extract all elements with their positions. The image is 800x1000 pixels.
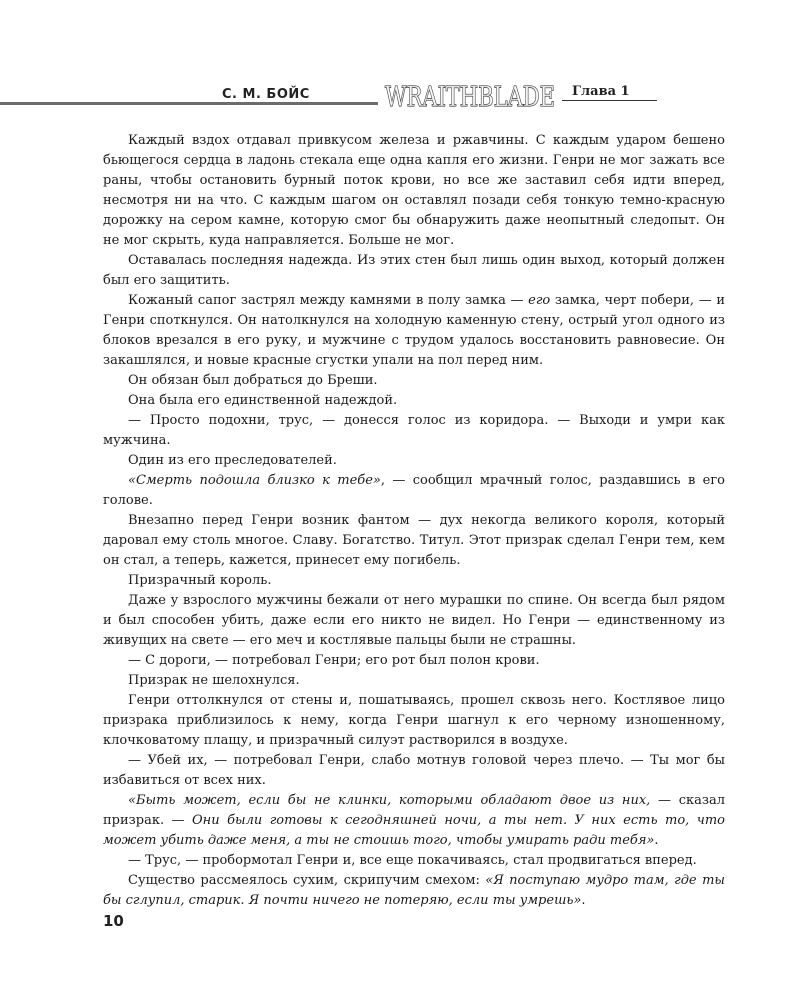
wraithblade-logo-text: WRAITHBLADE bbox=[385, 82, 555, 113]
paragraph bbox=[103, 371, 725, 391]
svg-text:WRAITHBLADE: WRAITHBLADE bbox=[385, 82, 555, 113]
text-run: Существо рассмеялось сухим, скрипучим смехом: bbox=[128, 873, 486, 888]
text-run: — С дороги, — потребовал Генри; его рот был полон крови. bbox=[128, 653, 540, 668]
italic-text: «Смерть подошла близко к тебе» bbox=[128, 473, 381, 488]
paragraph bbox=[103, 451, 725, 471]
text-run: . bbox=[581, 893, 586, 908]
paragraph bbox=[103, 651, 725, 671]
paragraph bbox=[103, 851, 725, 871]
paragraph bbox=[103, 671, 725, 691]
body-text bbox=[103, 131, 725, 911]
text-run: — сказал призрак. — bbox=[103, 793, 725, 828]
paragraph bbox=[103, 871, 725, 911]
italic-text: «Я поступаю мудро там, где ты бы сглупил, старик. Я почти ничего не потеряю, если ты умрешь» bbox=[103, 873, 725, 908]
paragraph bbox=[103, 251, 725, 291]
italic-text: его bbox=[528, 293, 551, 308]
text-run: Внезапно перед Генри возник фантом — дух некогда великого короля, который даровал ему столь многое. Славу. Богатство. Титул. Этот призрак сделал Генри тем, кем он стал, а теперь, кажется, принесет ему погибель. bbox=[103, 513, 725, 568]
text-run: Кожаный сапог застрял между камнями в полу замка — bbox=[128, 293, 529, 308]
paragraph bbox=[103, 691, 725, 751]
text-run: Оставалась последняя надежда. Из этих стен был лишь один выход, который должен был его защитить. bbox=[103, 253, 725, 288]
page-number: 10 bbox=[103, 912, 124, 930]
running-head-chapter: Глава 1 bbox=[572, 84, 630, 99]
header-rule-left bbox=[0, 102, 378, 105]
italic-text: Они были готовы к сегодняшней ночи, а ты нет. У них есть то, что может убить даже меня, а ты не стоишь того, чтобы умирать ради тебя» bbox=[103, 813, 725, 848]
text-run: Генри оттолкнулся от стены и, пошатываясь, прошел сквозь него. Костлявое лицо призрака приблизилось к нему, когда Генри шагнул к его черному изношенному, клочковатому плащу, и призрачный силуэт растворился в воздухе. bbox=[103, 693, 725, 748]
text-run: — Трус, — пробормотал Генри и, все еще покачиваясь, стал продвигаться вперед. bbox=[128, 853, 697, 868]
paragraph bbox=[103, 291, 725, 371]
text-run: Она была его единственной надеждой. bbox=[128, 393, 398, 408]
running-head-author: С. М. БОЙС bbox=[222, 87, 310, 102]
text-run: Даже у взрослого мужчины бежали от него мурашки по спине. Он всегда был рядом и был способен убить, даже если его никто не видел. Но Генри — единственному из живущих на свете — его меч и костлявые пальцы были не страшны. bbox=[103, 593, 725, 648]
text-run: Он обязан был добраться до Бреши. bbox=[128, 373, 378, 388]
text-run: замка, черт побери, — и Генри споткнулся. Он натолкнулся на холодную каменную стену, острый угол одного из блоков врезался в его руку, и мужчине с трудом удалось восстановить равновесие. Он закашлялся, и новые красные сгустки упали на пол перед ним. bbox=[103, 293, 726, 368]
paragraph bbox=[103, 791, 725, 851]
text-run: — Убей их, — потребовал Генри, слабо мотнув головой через плечо. — Ты мог бы избавиться от всех них. bbox=[103, 753, 725, 788]
paragraph bbox=[103, 511, 725, 571]
paragraph bbox=[103, 571, 725, 591]
paragraph bbox=[103, 391, 725, 411]
text-run: Призрак не шелохнулся. bbox=[128, 673, 300, 688]
paragraph bbox=[103, 591, 725, 651]
paragraph bbox=[103, 751, 725, 791]
header-rule-right bbox=[562, 100, 657, 101]
italic-text: «Быть может, если бы не клинки, которыми обладают двое из них, bbox=[128, 793, 651, 808]
text-run: — Просто подохни, трус, — донесся голос из коридора. — Выходи и умри как мужчина. bbox=[103, 413, 725, 448]
paragraph bbox=[103, 411, 725, 451]
text-run: Призрачный король. bbox=[128, 573, 272, 588]
paragraph bbox=[103, 471, 725, 511]
paragraph bbox=[103, 131, 725, 251]
text-run: . bbox=[654, 833, 659, 848]
wraithblade-logo bbox=[383, 79, 557, 113]
text-run: , — сообщил мрачный голос, раздавшись в его голове. bbox=[103, 473, 725, 508]
text-run: Каждый вздох отдавал привкусом железа и ржавчины. С каждым ударом бешено бьющегося сердца в ладонь стекала еще одна капля его жизни. Генри не мог зажать все раны, чтобы остановить бурный поток крови, но все же заставил себя идти вперед, несмотря ни на что. С каждым шагом он оставлял позади себя тонкую темно-красную дорожку на сером камне, которую смог бы обнаружить даже неопытный следопыт. Он не мог скрыть, куда направляется. Больше не мог. bbox=[103, 133, 725, 248]
text-run: Один из его преследователей. bbox=[128, 453, 337, 468]
